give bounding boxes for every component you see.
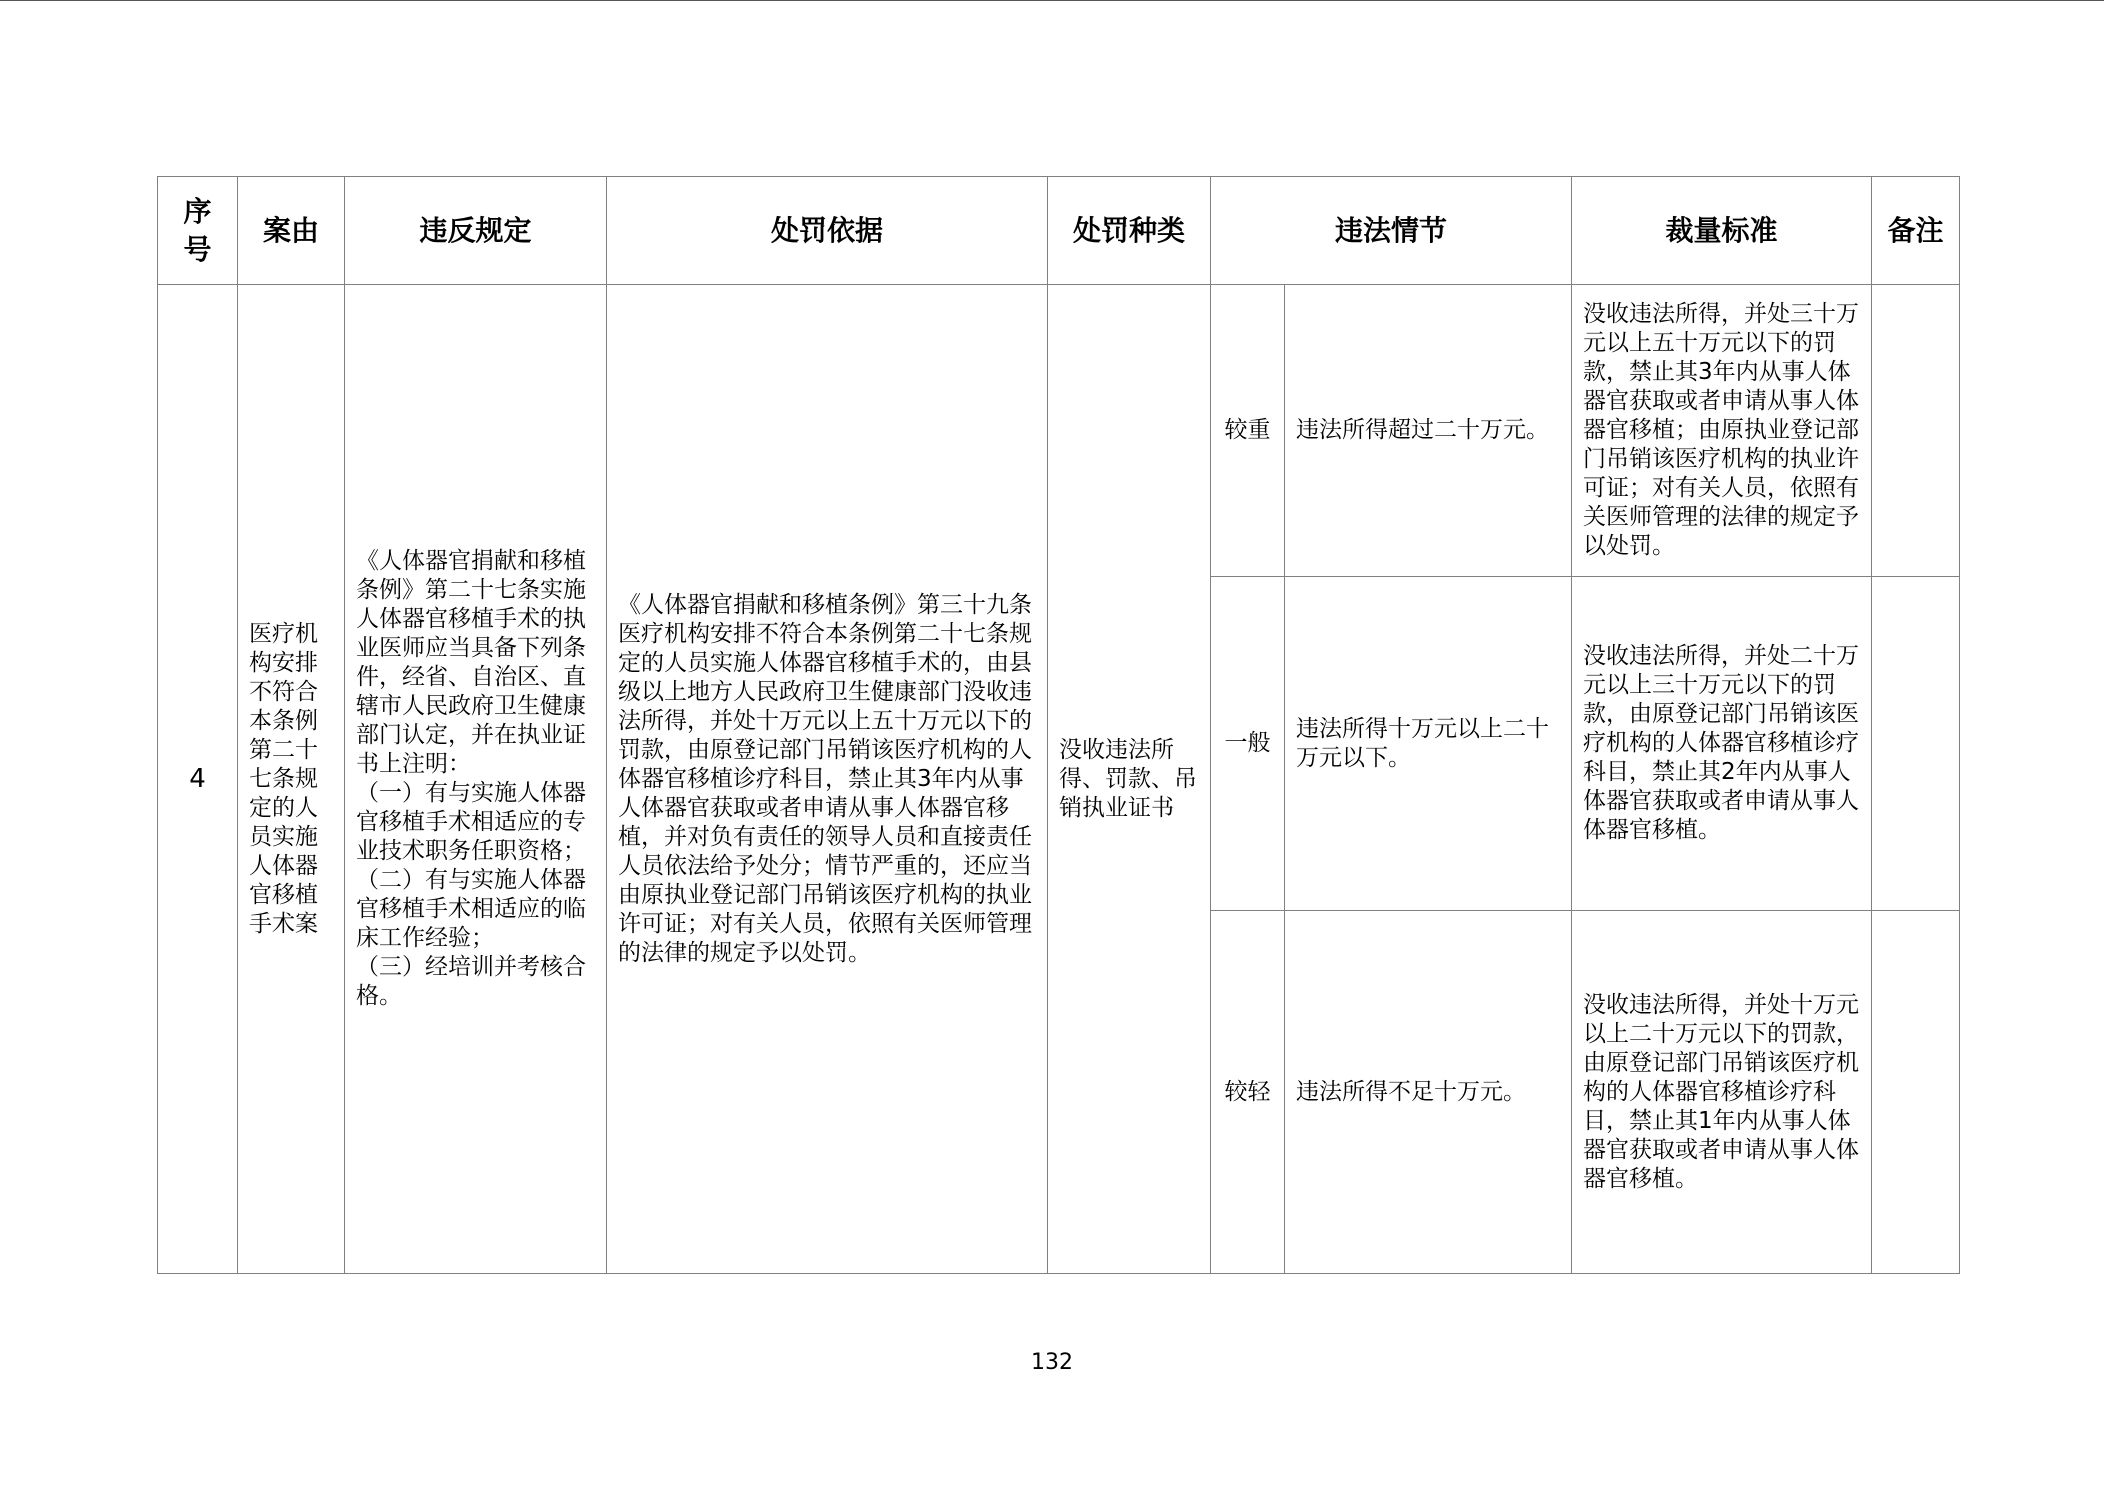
row-penalty-basis: 《人体器官捐献和移植条例》第三十九条医疗机构安排不符合本条例第二十七条规定的人员实施人体器官移植手术的，由县级以上地方人民政府卫生健康部门没收违法所得，并处十万元以上五十万元以下的罚款，由原登记部门吊销该医疗机构的人体器官移植诊疗科目，禁止其3年内从事人体器官获取或者申请从事人体器官移植，并对负有责任的领导人员和直接责任人员依法给予处分；情节严重的，还应当由原执业登记部门吊销该医疗机构的执业许可证；对有关人员，依照有关医师管理的法律的规定予以处罚。 xyxy=(607,285,1048,1274)
table-row xyxy=(158,285,1960,577)
circumstance-level-general: 一般 xyxy=(1211,577,1285,911)
header-violated-provision: 违反规定 xyxy=(345,177,607,285)
header-penalty-basis: 处罚依据 xyxy=(607,177,1048,285)
circumstance-description-general: 违法所得十万元以上二十万元以下。 xyxy=(1285,577,1572,911)
header-penalty-type: 处罚种类 xyxy=(1048,177,1211,285)
row-cause: 医疗机构安排不符合本条例第二十七条规定的人员实施人体器官移植手术案 xyxy=(238,285,345,1274)
header-cause: 案由 xyxy=(238,177,345,285)
row-serial: 4 xyxy=(158,285,238,1274)
row-penalty-type: 没收违法所得、罚款、吊销执业证书 xyxy=(1048,285,1211,1274)
top-border-rule xyxy=(0,0,2104,1)
header-serial: 序 号 xyxy=(158,177,238,285)
remark-general xyxy=(1872,577,1960,911)
header-discretion-standard: 裁量标准 xyxy=(1572,177,1872,285)
header-circumstances: 违法情节 xyxy=(1211,177,1572,285)
circumstance-description-severe: 违法所得超过二十万元。 xyxy=(1285,285,1572,577)
remark-minor xyxy=(1872,911,1960,1274)
page-number: 132 xyxy=(1031,1350,1073,1375)
header-remark: 备注 xyxy=(1872,177,1960,285)
remark-severe xyxy=(1872,285,1960,577)
circumstance-level-minor: 较轻 xyxy=(1211,911,1285,1274)
circumstance-description-minor: 违法所得不足十万元。 xyxy=(1285,911,1572,1274)
header-row xyxy=(158,177,1960,285)
discretion-standard-general: 没收违法所得，并处二十万元以上三十万元以下的罚款，由原登记部门吊销该医疗机构的人体器官移植诊疗科目，禁止其2年内从事人体器官获取或者申请从事人体器官移植。 xyxy=(1572,577,1872,911)
discretion-standard-severe: 没收违法所得，并处三十万元以上五十万元以下的罚款，禁止其3年内从事人体器官获取或者申请从事人体器官移植；由原执业登记部门吊销该医疗机构的执业许可证；对有关人员，依照有关医师管理的法律的规定予以处罚。 xyxy=(1572,285,1872,577)
discretion-standard-minor: 没收违法所得，并处十万元以上二十万元以下的罚款，由原登记部门吊销该医疗机构的人体器官移植诊疗科目，禁止其1年内从事人体器官获取或者申请从事人体器官移植。 xyxy=(1572,911,1872,1274)
penalty-discretion-table xyxy=(157,176,1960,1274)
circumstance-level-severe: 较重 xyxy=(1211,285,1285,577)
row-violated-provision: 《人体器官捐献和移植条例》第二十七条实施人体器官移植手术的执业医师应当具备下列条件，经省、自治区、直辖市人民政府卫生健康部门认定，并在执业证书上注明： （一）有与实施人体器官移植手术相适应的专业技术职务任职资格； （二）有与实施人体器官移植手术相适应的临床工作经验； （三）经培训并考核合格。 xyxy=(345,285,607,1274)
